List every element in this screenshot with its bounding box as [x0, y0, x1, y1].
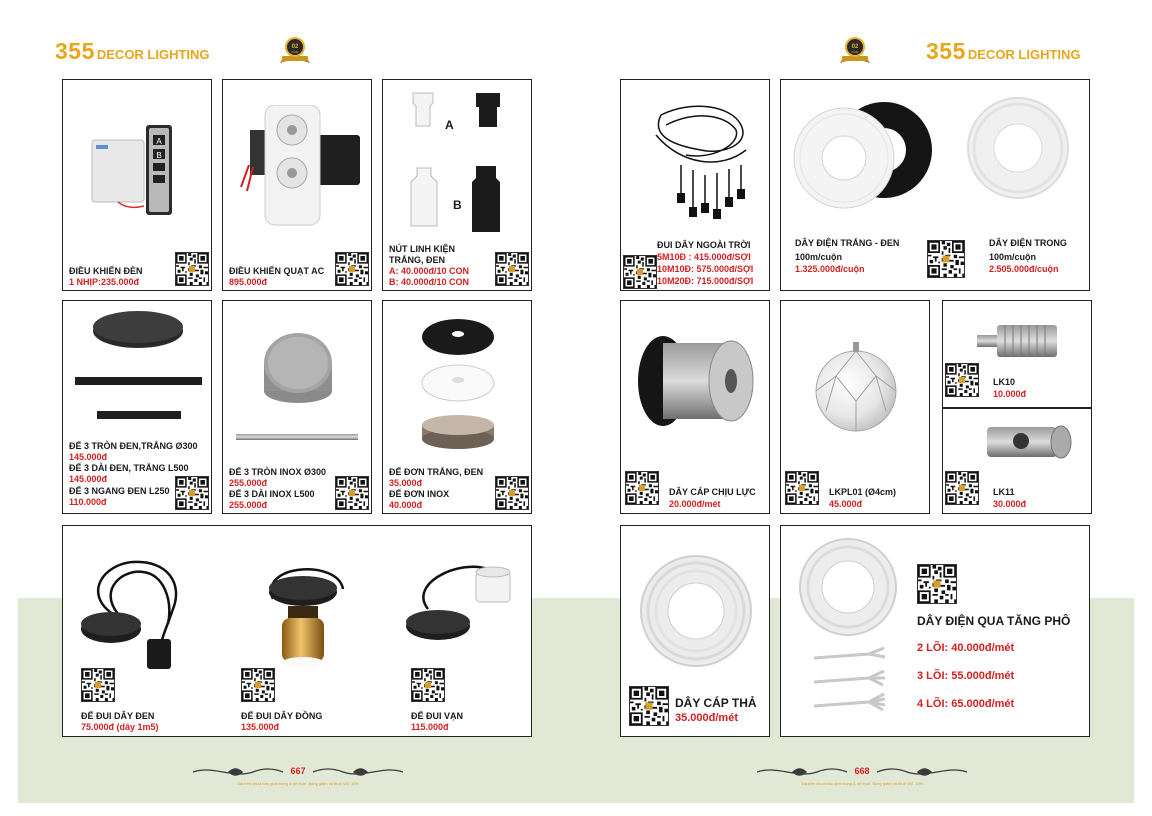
label-a: A: [445, 118, 454, 132]
product-price: 1.325.000đ/cuộn: [795, 264, 865, 274]
product-spec: 100m/cuộn: [989, 252, 1037, 262]
product-name: DÂY ĐIỆN TRẮNG - ĐEN: [795, 238, 900, 248]
product-card-sockets[interactable]: [62, 525, 532, 737]
product-price: 75.000đ (dây 1m5): [81, 722, 159, 732]
product-price: 115.000đ: [411, 722, 449, 732]
qr-code-icon[interactable]: [945, 363, 979, 397]
brand-number: 355: [926, 38, 966, 64]
product-name-line2: TRẮNG, ĐEN: [389, 255, 445, 265]
wire-white-black-image: [786, 90, 936, 220]
product-card-remote[interactable]: [62, 79, 212, 291]
product-price-line2: 255.000đ: [229, 500, 268, 510]
wire-clear-image: [961, 88, 1076, 213]
qr-code-icon[interactable]: [917, 564, 957, 604]
product-name-line1: ĐẾ ĐƠN TRẮNG, ĐEN: [389, 467, 484, 477]
product-price: 895.000đ: [229, 277, 268, 287]
qr-code-icon[interactable]: [927, 240, 965, 278]
product-name: DÂY ĐIỆN TRONG: [989, 238, 1067, 248]
qr-code-icon[interactable]: [241, 668, 275, 702]
product-name-line1: ĐẾ 3 TRÒN INOX Ø300: [229, 467, 327, 477]
qr-code-icon[interactable]: [175, 476, 209, 510]
product-name-line1: ĐẾ 3 TRÒN ĐEN,TRẮNG Ø300: [69, 441, 198, 451]
product-name-line2: ĐẾ 3 DÀI INOX L500: [229, 489, 315, 499]
product-card-cable[interactable]: [620, 300, 770, 514]
footer-note: Giá trên chưa bao gồm bóng & hệ thuế. Bóng giảm và thuế VAT 10%: [800, 781, 924, 786]
socket-van-image: [398, 554, 528, 664]
brand-text: DECOR LIGHTING: [967, 47, 1081, 62]
divider: [943, 407, 1092, 409]
knob-image: [401, 88, 521, 238]
cable-spool-image: [633, 321, 763, 441]
multicore-strands-image: [809, 644, 909, 716]
footer-note: Giá trên chưa bao gồm bóng & hệ thuế. Bóng giảm và thuế VAT 10%: [236, 781, 360, 786]
qr-code-icon[interactable]: [623, 255, 657, 289]
product-name: ĐUI DÂY NGOÀI TRỜI: [657, 240, 751, 250]
product-price-line3: 10M20Đ: 715.000đ/SỢI: [657, 276, 754, 286]
page-footer: [188, 765, 408, 795]
product-card-single-base[interactable]: [382, 300, 532, 514]
brand-logo: [55, 38, 210, 65]
product-price: 20.000đ/mét: [669, 499, 721, 509]
product-name: ĐẾ ĐUI VẠN: [411, 711, 464, 721]
product-price-line2: 40.000đ: [389, 500, 423, 510]
lk10-image: [975, 317, 1075, 367]
product-name: LK11: [993, 487, 1015, 497]
page-number: 668: [854, 766, 870, 776]
crystal-ball-image: [801, 336, 911, 436]
anniversary-medal-icon: [280, 36, 310, 64]
product-name-line3: ĐẾ 3 NGANG ĐEN L250: [69, 486, 170, 496]
product-card-outdoor-string[interactable]: [620, 79, 770, 291]
product-price: 1 NHỊP:235.000đ: [69, 277, 140, 287]
page-number: 667: [290, 766, 306, 776]
fan-remote-image: [235, 105, 365, 230]
qr-code-icon[interactable]: [785, 471, 819, 505]
product-price: 35.000đ/mét: [675, 712, 738, 724]
price-3-core: 3 LÕI: 55.000đ/mét: [917, 670, 1015, 682]
product-price-a: A: 40.000đ/10 CON: [389, 266, 470, 276]
socket-black-image: [73, 554, 203, 674]
product-card-hanging-cable[interactable]: [620, 525, 770, 737]
brand-number: 355: [55, 38, 95, 64]
qr-code-icon[interactable]: [625, 471, 659, 505]
hanging-cable-image: [631, 546, 761, 676]
price-4-core: 4 LÕI: 65.000đ/mét: [917, 698, 1015, 710]
qr-code-icon[interactable]: [81, 668, 115, 702]
base3-image: [71, 305, 206, 427]
product-price: 2.505.000đ/cuộn: [989, 264, 1059, 274]
qr-code-icon[interactable]: [495, 476, 529, 510]
label-b: B: [453, 198, 462, 212]
product-price: 10.000đ: [993, 389, 1027, 399]
product-name: LK10: [993, 377, 1016, 387]
product-card-wires[interactable]: [780, 79, 1090, 291]
product-name: DÂY ĐIỆN QUA TĂNG PHÔ: [917, 614, 1071, 628]
product-price-line1: 35.000đ: [389, 478, 423, 488]
product-card-crystal[interactable]: [780, 300, 930, 514]
product-price-line2: 10M10Đ: 575.000đ/SỢI: [657, 264, 754, 274]
inox3-image: [233, 321, 363, 451]
product-card-knob[interactable]: [382, 79, 532, 291]
lk11-image: [983, 419, 1083, 465]
product-price-line2: 145.000đ: [69, 474, 108, 484]
socket-brass-image: [238, 554, 368, 674]
product-price-line1: 5M10Đ : 415.000đ/SỢI: [657, 252, 751, 262]
product-name-line2: ĐẾ ĐƠN INOX: [389, 489, 450, 499]
qr-code-icon[interactable]: [411, 668, 445, 702]
product-price-line3: 110.000đ: [69, 497, 107, 507]
product-card-inox3[interactable]: [222, 300, 372, 514]
product-name: ĐẾ ĐUI DÂY ĐỒNG: [241, 711, 323, 721]
product-price-line1: 145.000đ: [69, 452, 108, 462]
product-price: 45.000đ: [829, 499, 863, 509]
product-name-line1: NÚT LINH KIỆN: [389, 244, 455, 254]
product-card-multicore[interactable]: [780, 525, 1090, 737]
outdoor-string-image: [641, 95, 756, 235]
product-price: 135.000đ: [241, 722, 280, 732]
page-footer: [752, 765, 972, 795]
qr-code-icon[interactable]: [945, 471, 979, 505]
product-card-connectors[interactable]: [942, 300, 1092, 514]
multicore-coil-image: [793, 532, 903, 642]
right-page: [576, 0, 1152, 816]
product-spec: 100m/cuộn: [795, 252, 843, 262]
product-name: DÂY CÁP CHỊU LỰC: [669, 487, 756, 497]
qr-code-icon[interactable]: [629, 686, 669, 726]
product-card-fan-remote[interactable]: [222, 79, 372, 291]
single-base-image: [403, 307, 513, 457]
product-price-line1: 255.000đ: [229, 478, 268, 488]
qr-code-icon[interactable]: [495, 252, 529, 286]
product-price: 30.000đ: [993, 499, 1027, 509]
remote-image: [88, 115, 198, 220]
product-price-b: B: 40.000đ/10 CON: [389, 277, 470, 287]
product-name: LKPL01 (Ø4cm): [829, 487, 897, 497]
product-name-line2: ĐẾ 3 DÀI ĐEN, TRẮNG L500: [69, 463, 189, 473]
qr-code-icon[interactable]: [335, 252, 369, 286]
brand-text: DECOR LIGHTING: [96, 47, 210, 62]
qr-code-icon[interactable]: [175, 252, 209, 286]
qr-code-icon[interactable]: [335, 476, 369, 510]
product-name: DÂY CÁP THẢ: [675, 696, 757, 710]
product-name: ĐIỀU KHIỂN QUẠT AC: [229, 266, 325, 276]
anniversary-medal-icon: [840, 36, 870, 64]
svg-text:B: B: [156, 151, 162, 160]
product-name: ĐẾ ĐUI DÂY ĐEN: [81, 711, 155, 721]
brand-logo: [926, 38, 1081, 65]
price-2-core: 2 LÕI: 40.000đ/mét: [917, 642, 1015, 654]
svg-text:A: A: [156, 137, 162, 146]
product-card-base3[interactable]: [62, 300, 212, 514]
product-name: ĐIỀU KHIỂN ĐÈN: [69, 266, 143, 276]
